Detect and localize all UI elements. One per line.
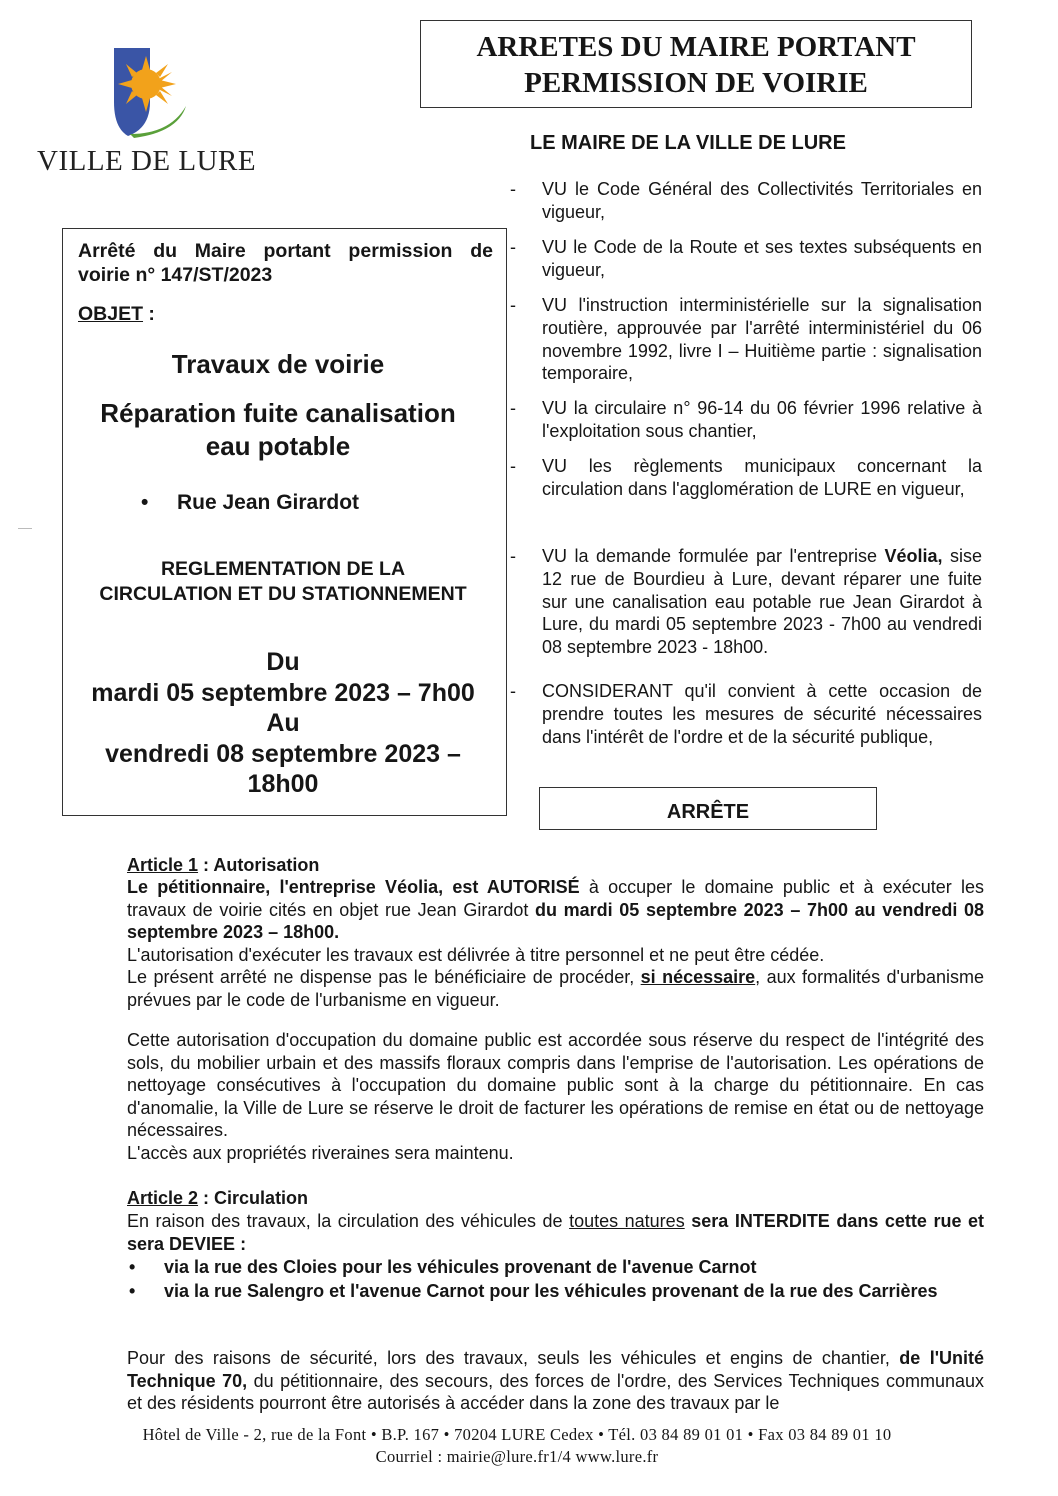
page-number: 1/4 (549, 1447, 572, 1466)
text-bold: du mardi 05 septembre 2023 – 7h00 au vendredi 08 septembre 2023 – 18h00. (127, 899, 984, 942)
bullet-icon: • (141, 491, 149, 514)
considerant-item (510, 178, 982, 224)
considerant-text-part: VU la demande formulée par l'entreprise (542, 546, 885, 566)
text-part: du pétitionnaire, des secours, des forces de l'ordre, des Services Techniques communaux et des résidents pourront être autorisés à accéder dans la zone des travaux par le (127, 1370, 984, 1413)
text-part: En raison des travaux, la circulation des véhicules de (127, 1211, 570, 1231)
article-1-paragraph: L'accès aux propriétés riveraines sera maintenu. (127, 1143, 514, 1163)
text-part: à occuper le domaine public et à exécuter les travaux de voirie cités en objet rue Jean Girardot (127, 877, 984, 920)
text-part: Pour des raisons de sécurité, lors des travaux, seuls les véhicules et engins de chantier, (127, 1348, 900, 1368)
dash-icon: - (510, 398, 516, 418)
detour-bullet (127, 1256, 984, 1279)
regulation-heading (63, 557, 503, 607)
bullet-icon: • (129, 1281, 136, 1301)
text-bold: sera INTERDITE dans cette rue et sera DEVIEE : (127, 1211, 985, 1254)
article-2-subtitle: : Circulation (198, 1188, 309, 1208)
considerant-item (510, 455, 982, 501)
arrete-heading: ARRÊTE (539, 787, 877, 830)
arrete-number-line2: voirie n° 147/ST/2023 (78, 264, 273, 286)
footer-address: Hôtel de Ville - 2, rue de la Font • B.P. 167 • 70204 LURE Cedex • Tél. 03 84 89 01 01 • Fax 03 84 89 01 10 (142, 1425, 892, 1444)
considerant-text: VU les règlements municipaux concernant la circulation dans l'agglomération de LURE en vigueur, (542, 456, 982, 499)
considerant-text: VU le Code de la Route et ses textes subséquents en vigueur, (542, 237, 982, 280)
detour-bullet (127, 1280, 984, 1303)
city-name: VILLE DE LURE (37, 145, 257, 177)
article-1-paragraph (127, 876, 984, 944)
dash-icon: - (510, 295, 516, 315)
considerant-text-part: sise 12 rue de Bourdieu à Lure, devant réparer une fuite sur une canalisation eau potable rue Jean Girardot à Lure, du mardi 05 septembre 2023 - 7h00 au vendredi 08 septembre 2023 - 18h00. (542, 546, 983, 658)
date-range (63, 647, 503, 800)
dash-icon: - (510, 681, 516, 701)
date-au: Au (266, 709, 300, 737)
footer-email: Courriel : mairie@lure.fr (375, 1447, 550, 1466)
object-subtitle (63, 397, 493, 463)
dash-icon: - (510, 179, 516, 199)
article-2-paragraph (127, 1210, 984, 1255)
street-bullet (141, 491, 359, 515)
article-1-subtitle: : Autorisation (198, 855, 320, 875)
regulation-line1: REGLEMENTATION DE LA (160, 558, 406, 580)
considerant-text: VU la circulaire n° 96-14 du 06 février 1996 relative à l'exploitation sous chantier, (542, 398, 982, 441)
footer-website: www.lure.fr (571, 1447, 659, 1466)
considerant-text: CONSIDERANT qu'il convient à cette occasion de prendre toutes les mesures de sécurité nécessaires dans l'intérêt de l'ordre et de la sécurité publique, (542, 681, 982, 747)
considerant-item (510, 545, 982, 659)
text-bold-underline: si nécessaire (640, 967, 756, 987)
text-bold: de l'Unité Technique 70, (127, 1348, 984, 1391)
object-subtitle-line2: eau potable (205, 431, 351, 461)
bullet-icon: • (129, 1257, 136, 1277)
shield-sun-icon (100, 42, 200, 142)
objet-label (78, 303, 155, 326)
city-logo (100, 42, 200, 142)
considerant-item (510, 294, 982, 385)
article-1-paragraph: Cette autorisation d'occupation du domaine public est accordée sous réserve du respect de l'intégrité des sols, du mobilier urbain et des massifs floraux compris dans l'emprise de l'autorisation. Les opérations de nettoyage consécutives à l'occupation du domaine public sont à la charge du pétitionnaire. En cas d'anomalie, la Ville de Lure se réserve le droit de facturer les opérations de remise en état ou de nettoyage nécessaires. (127, 1030, 984, 1140)
considerant-item (510, 236, 982, 282)
article-1-title: Article 1 (127, 855, 199, 875)
date-end-line1: vendredi 08 septembre 2023 – (105, 739, 461, 768)
arrete-number-line1: Arrêté du Maire portant permission de (78, 240, 493, 262)
article-2-title: Article 2 (127, 1188, 199, 1208)
considerant-text: VU le Code Général des Collectivités Territoriales en vigueur, (542, 179, 982, 222)
document-title (420, 20, 972, 108)
considerant-text: VU l'instruction interministérielle sur la signalisation routière, approuvée par l'arrêté interministériel du 06 novembre 1992, livre I – Huitième partie : signalisation temporaire, (542, 295, 982, 384)
text-part: , aux formalités d'urbanisme prévues par le code de l'urbanisme en vigueur. (127, 967, 984, 1010)
object-title: Travaux de voirie (171, 349, 385, 379)
margin-mark (18, 528, 32, 529)
date-start: mardi 05 septembre 2023 – 7h00 (91, 678, 475, 707)
regulation-line2: CIRCULATION ET DU STATIONNEMENT (99, 583, 467, 605)
text-bold: Le pétitionnaire, l'entreprise Véolia, est AUTORISÉ (127, 877, 580, 897)
text-underline: toutes natures (569, 1211, 685, 1231)
street-name: Rue Jean Girardot (177, 491, 360, 514)
article-1-paragraph: L'autorisation d'exécuter les travaux est délivrée à titre personnel et ne peut être cédée. (127, 945, 825, 965)
detour-text: via la rue des Cloies pour les véhicules provenant de l'avenue Carnot (164, 1257, 757, 1277)
summary-box (62, 228, 507, 816)
considerant-item (510, 680, 982, 748)
object-subtitle-line1: Réparation fuite canalisation (100, 398, 456, 428)
dash-icon: - (510, 546, 516, 566)
dash-icon: - (510, 237, 516, 257)
article-1-heading (127, 854, 984, 877)
mayor-heading: LE MAIRE DE LA VILLE DE LURE (530, 132, 846, 154)
title-line-2: PERMISSION DE VOIRIE (524, 67, 868, 99)
footer-contact (0, 1447, 1034, 1467)
dash-icon: - (510, 456, 516, 476)
objet-colon: : (143, 303, 155, 325)
objet-word: OBJET (78, 303, 144, 325)
considerant-item (510, 397, 982, 443)
article-2-paragraph (127, 1347, 984, 1415)
title-line-1: ARRETES DU MAIRE PORTANT (476, 31, 916, 63)
article-1-paragraph (127, 966, 984, 1011)
considerant-text (542, 545, 982, 659)
detour-text: via la rue Salengro et l'avenue Carnot pour les véhicules provenant de la rue des Carrières (164, 1281, 938, 1301)
article-2-heading (127, 1187, 984, 1210)
date-du: Du (266, 648, 300, 676)
company-name: Véolia, (884, 546, 943, 566)
date-end-line2: 18h00 (247, 770, 319, 798)
text-part: Le présent arrêté ne dispense pas le bénéficiaire de procéder, (127, 967, 641, 987)
